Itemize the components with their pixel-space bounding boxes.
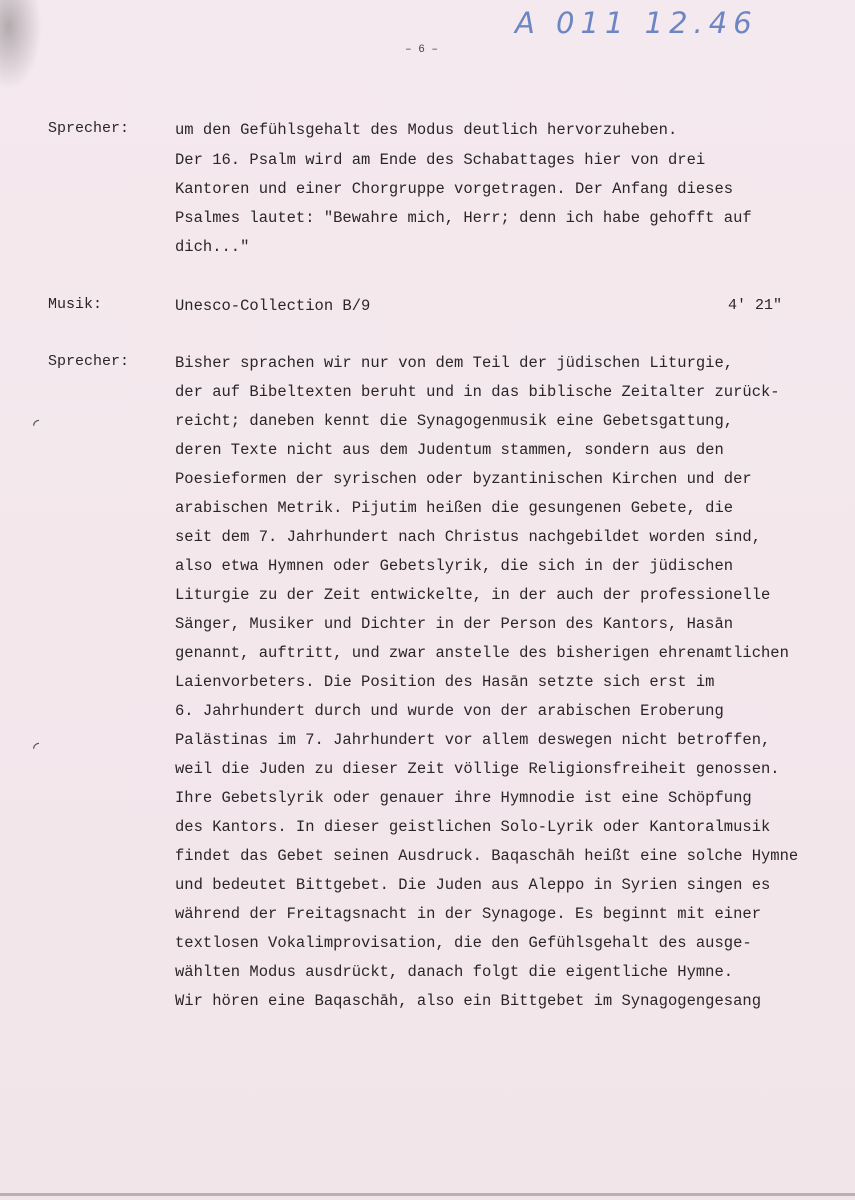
text-line: textlosen Vokalimprovisation, die den Gefühlsgehalt des ausge- <box>175 934 752 952</box>
text-line: Kantoren und einer Chorgruppe vorgetragen. Der Anfang dieses <box>175 180 734 198</box>
text-line: 6. Jahrhundert durch und wurde von der arabischen Eroberung <box>175 702 724 720</box>
text-line: Wir hören eine Baqaschāh, also ein Bittgebet im Synagogengesang <box>175 992 761 1010</box>
text-line: seit dem 7. Jahrhundert nach Christus nachgebildet worden sind, <box>175 528 761 546</box>
text-line: Sänger, Musiker und Dichter in der Person des Kantors, Hasān <box>175 615 734 633</box>
archive-number: A 011 12.46 <box>515 6 758 40</box>
text-line: um den Gefühlsgehalt des Modus deutlich hervorzuheben. <box>175 121 678 139</box>
text-line: findet das Gebet seinen Ausdruck. Baqaschāh heißt eine solche Hymne <box>175 847 799 865</box>
speaker-label: Sprecher: <box>48 353 130 370</box>
music-duration: 4' 21" <box>728 297 783 314</box>
music-label: Musik: <box>48 296 103 313</box>
text-line: Laienvorbeters. Die Position des Hasān setzte sich erst im <box>175 673 715 691</box>
scan-edge <box>0 1193 855 1196</box>
text-line: Der 16. Psalm wird am Ende des Schabattages hier von drei <box>175 151 706 169</box>
text-line: also etwa Hymnen oder Gebetslyrik, die sich in der jüdischen <box>175 557 734 575</box>
text-line: genannt, auftritt, und zwar anstelle des bisherigen ehrenamtlichen <box>175 644 789 662</box>
text-line: Bisher sprachen wir nur von dem Teil der jüdischen Liturgie, <box>175 354 734 372</box>
text-line: Ihre Gebetslyrik oder genauer ihre Hymnodie ist eine Schöpfung <box>175 789 752 807</box>
punch-hole-mark: ◜ <box>30 415 43 438</box>
text-line: Liturgie zu der Zeit entwickelte, in der auch der professionelle <box>175 586 771 604</box>
text-line: der auf Bibeltexten beruht und in das biblische Zeitalter zurück- <box>175 383 780 401</box>
page-number: – 6 – <box>405 44 439 56</box>
text-line: arabischen Metrik. Pijutim heißen die gesungenen Gebete, die <box>175 499 734 517</box>
punch-hole-mark: ◜ <box>30 738 43 761</box>
text-line: des Kantors. In dieser geistlichen Solo-Lyrik oder Kantoralmusik <box>175 818 771 836</box>
speaker-label: Sprecher: <box>48 120 130 137</box>
text-line: und bedeutet Bittgebet. Die Juden aus Aleppo in Syrien singen es <box>175 876 771 894</box>
music-source: Unesco-Collection B/9 <box>175 297 371 315</box>
text-line: während der Freitagsnacht in der Synagoge. Es beginnt mit einer <box>175 905 761 923</box>
text-line: weil die Juden zu dieser Zeit völlige Religionsfreiheit genossen. <box>175 760 780 778</box>
text-line: dich..." <box>175 238 250 256</box>
text-line: reicht; daneben kennt die Synagogenmusik eine Gebetsgattung, <box>175 412 734 430</box>
text-line: Psalmes lautet: "Bewahre mich, Herr; denn ich habe gehofft auf <box>175 209 752 227</box>
text-line: Palästinas im 7. Jahrhundert vor allem deswegen nicht betroffen, <box>175 731 771 749</box>
text-line: Poesieformen der syrischen oder byzantinischen Kirchen und der <box>175 470 752 488</box>
scan-smudge <box>0 0 42 90</box>
text-line: deren Texte nicht aus dem Judentum stammen, sondern aus den <box>175 441 724 459</box>
text-line: wählten Modus ausdrückt, danach folgt die eigentliche Hymne. <box>175 963 734 981</box>
